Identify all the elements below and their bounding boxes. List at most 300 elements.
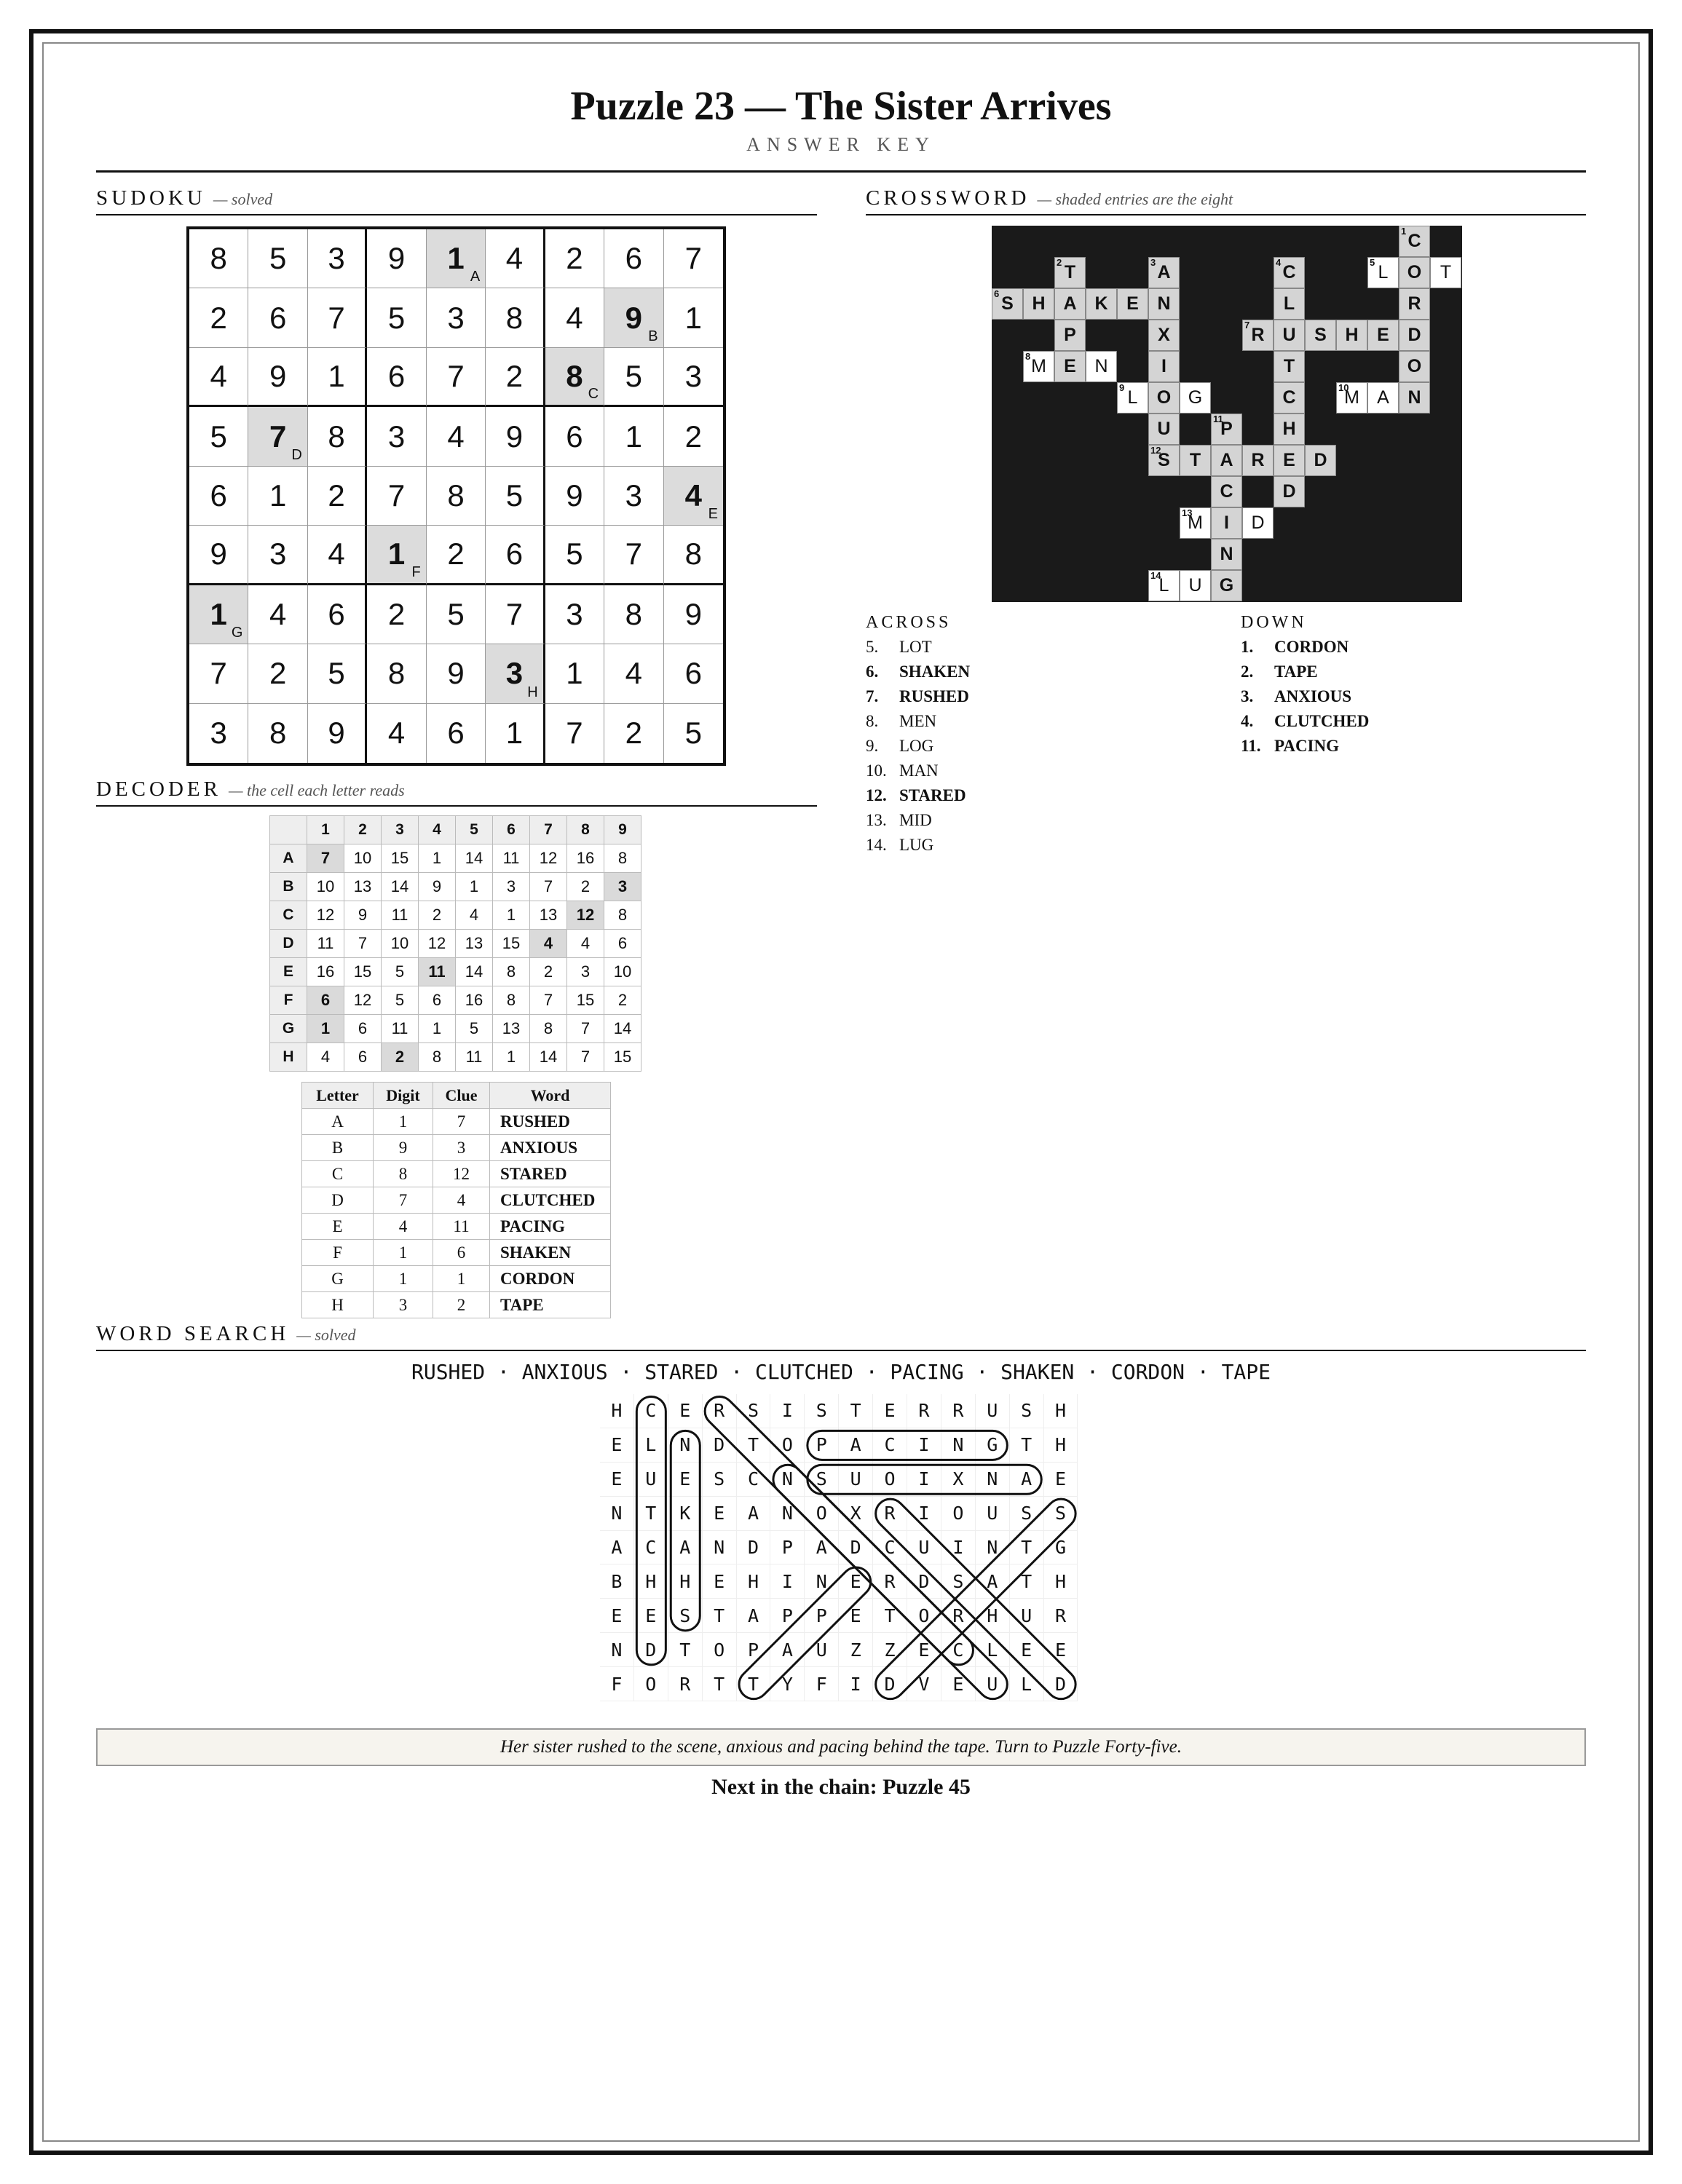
decoder-cell: 6 [307,986,344,1015]
wordsearch-letter: T [634,1497,668,1531]
crossword-letter: D [1407,325,1421,345]
key-cell: 12 [433,1161,490,1187]
sudoku-digit: 8 [505,300,524,335]
decoder-cell: 14 [456,844,493,873]
clue-answer: MEN [899,712,937,730]
decoder-cell: 13 [456,930,493,958]
wordsearch-letter: X [839,1497,873,1531]
sudoku-digit: 7 [684,241,702,276]
clue-answer: MID [899,811,932,829]
crossword-cell [1399,320,1430,351]
key-cell: SHAKEN [490,1240,611,1266]
decoder-cell: 15 [493,930,530,958]
sudoku-digit: 7 [625,537,642,571]
key-header: Letter [302,1083,374,1109]
sudoku-digit: 3 [625,478,642,513]
clue-number: 4. [1241,712,1254,730]
sudoku-title: SUDOKU [96,186,206,210]
decoder-cell: 5 [456,1015,493,1043]
wordsearch-letter: I [907,1428,941,1463]
wordsearch-letter: S [668,1599,703,1633]
decoder-row-header: G [270,1015,307,1043]
down-clue [1241,737,1339,756]
decoder-row [270,930,641,958]
decoder-cell: 13 [530,901,567,930]
decoder-cell: 2 [382,1043,419,1072]
wordsearch-letter: Z [839,1633,873,1667]
crossword-cell [1211,445,1242,476]
crossword-cell [1180,445,1211,476]
wordsearch-letter: D [1044,1667,1078,1701]
sudoku-subtitle: — solved [213,190,273,208]
key-cell: F [302,1240,374,1266]
wordsearch-letter: D [907,1564,941,1599]
wordsearch-letter: H [1044,1564,1078,1599]
down-clue [1241,662,1318,681]
crossword-cell [1054,288,1086,320]
key-cell: 3 [433,1135,490,1161]
crossword-cell [1023,288,1054,320]
sudoku-cell [308,348,367,407]
found-word-loop [733,1562,877,1702]
clue-answer: LOG [899,737,934,755]
sudoku-cell [545,526,604,585]
wordsearch-letter: E [873,1394,907,1428]
decoder-cell: 1 [493,901,530,930]
wordsearch-letter: I [907,1463,941,1497]
sudoku-digit: 8 [625,596,642,631]
wordsearch-letter: A [1010,1463,1044,1497]
sudoku-cell [486,526,545,585]
sudoku-cell [664,704,723,763]
wordsearch-letter: R [907,1394,941,1428]
clue-number: 9. [866,737,879,755]
sudoku-cell [545,407,604,466]
wordsearch-letter: S [1010,1497,1044,1531]
wordsearch-letter: U [839,1463,873,1497]
wordsearch-letter: E [634,1599,668,1633]
crossword-letter: R [1251,325,1265,345]
clue-number: 11. [1241,737,1261,755]
sudoku-cell [308,229,367,288]
decoder-cell: 4 [456,901,493,930]
decoder-cell: 7 [567,1043,604,1072]
wordsearch-letter: S [1044,1497,1078,1531]
crossword-letter: T [1283,356,1295,376]
decoder-cell: 5 [382,958,419,986]
sudoku-digit: 2 [566,241,583,276]
decoder-cell: 8 [604,844,641,873]
decoder-corner [270,816,307,844]
wordsearch-letter: T [873,1599,907,1633]
decoder-cell: 15 [382,844,419,873]
decoder-row-header: C [270,901,307,930]
crossword-cell [1211,507,1242,539]
wordsearch-letter: S [703,1463,737,1497]
wordsearch-letter: D [634,1633,668,1667]
decoder-cell: 7 [530,986,567,1015]
crossword-letter: T [1189,450,1201,470]
decoder-col-header: 7 [530,816,567,844]
key-cell: 9 [374,1135,433,1161]
crossword-clue-number: 4 [1276,257,1282,268]
crossword-cell [1242,507,1274,539]
sudoku-digit: 3 [505,656,524,691]
sudoku-cell-letter: B [648,328,658,344]
sudoku-cell [367,704,426,763]
decoder-row-header: E [270,958,307,986]
crossword-letter: H [1032,293,1046,314]
clue-number: 14. [866,836,887,854]
crossword-letter: D [1282,481,1296,502]
sudoku-cell [427,585,486,644]
sudoku-cell-letter: H [527,684,538,700]
decoder-cell: 16 [567,844,604,873]
crossword-letter: L [1158,575,1169,596]
found-word-loop [636,1396,666,1664]
wordsearch-letter: N [976,1531,1010,1565]
decoder-title: DECODER [96,778,221,801]
crossword-cell [1180,507,1211,539]
key-cell: A [302,1109,374,1135]
sudoku-grid [186,226,726,766]
crossword-cell [1148,570,1180,601]
across-clue [866,662,970,681]
decoder-cell: 10 [604,958,641,986]
key-cell: 1 [433,1266,490,1292]
wordsearch-letter: C [634,1531,668,1565]
wordsearch-letter: C [873,1428,907,1463]
sudoku-cell [189,348,248,407]
crossword-cell [992,288,1023,320]
wordsearch-letter: C [941,1633,976,1667]
crossword-letter: H [1282,419,1296,439]
decoder-cell: 2 [604,986,641,1015]
key-row [302,1240,611,1266]
sudoku-cell [189,526,248,585]
wordsearch-letter: E [839,1564,873,1599]
sudoku-digit: 4 [210,359,227,394]
wordsearch-letter: C [873,1531,907,1565]
sudoku-cell [604,288,663,347]
across-clue [866,687,969,706]
wordsearch-letter: H [668,1564,703,1599]
crossword-cell [1399,382,1430,414]
found-word-loop [699,1394,979,1671]
sudoku-cell [604,467,663,526]
wordsearch-letter: T [668,1633,703,1667]
crossword-letter: L [1378,262,1389,282]
decoder-cell: 8 [604,901,641,930]
decoder-cell: 14 [456,958,493,986]
sudoku-cell [248,288,307,347]
crossword-cell [1399,288,1430,320]
decoder-col-header: 9 [604,816,641,844]
wordsearch-letter: O [703,1633,737,1667]
sudoku-digit: 5 [210,419,227,454]
across-clue [866,836,933,855]
wordsearch-letter: L [634,1428,668,1463]
sudoku-digit: 7 [447,359,465,394]
sudoku-digit: 1 [505,716,524,751]
sudoku-cell [189,467,248,526]
crossword-cell [1399,351,1430,382]
found-word-loop [671,1431,700,1631]
sudoku-digit: 1 [210,596,227,631]
wordsearch-letter: R [941,1394,976,1428]
sudoku-digit: 3 [447,300,465,335]
wordsearch-letter: C [634,1394,668,1428]
wordsearch-letter: A [737,1599,771,1633]
crossword-cell [1148,257,1180,288]
sudoku-cell-letter: E [708,506,718,523]
decoder-row-header: D [270,930,307,958]
decoder-heading [96,778,817,807]
sudoku-cell [248,644,307,703]
sudoku-cell [664,467,723,526]
wordsearch-letter: L [976,1633,1010,1667]
key-row [302,1266,611,1292]
sudoku-cell [545,704,604,763]
key-cell: 7 [433,1109,490,1135]
crossword-cell [1148,414,1180,445]
sudoku-cell [545,585,604,644]
crossword-cell [1148,351,1180,382]
sudoku-digit: 9 [269,359,287,394]
key-cell: 3 [374,1292,433,1318]
sudoku-digit: 1 [387,537,406,571]
sudoku-digit: 2 [447,537,465,571]
sudoku-cell [486,467,545,526]
wordsearch-letter: D [703,1428,737,1463]
wordsearch-letter: N [600,1497,634,1531]
decoder-cell: 16 [307,958,344,986]
wordsearch-letter: N [600,1633,634,1667]
decoder-cell: 2 [530,958,567,986]
wordsearch-letter: E [668,1394,703,1428]
sudoku-digit: 5 [447,596,465,631]
clue-answer: ANXIOUS [1274,687,1352,705]
sudoku-cell [367,467,426,526]
decoder-cell: 15 [344,958,382,986]
wordsearch-letter: K [668,1497,703,1531]
sudoku-cell-letter: D [291,446,302,463]
sudoku-digit: 4 [269,596,287,631]
decoder-col-header: 2 [344,816,382,844]
wordsearch-letter: X [941,1463,976,1497]
sudoku-cell [248,348,307,407]
decoder-key-table [301,1082,611,1318]
sudoku-digit: 1 [566,656,583,691]
key-cell: RUSHED [490,1109,611,1135]
crossword-subtitle: — shaded entries are the eight [1037,190,1233,208]
key-cell: D [302,1187,374,1214]
crossword-cell [1148,382,1180,414]
wordsearch-letter: T [1010,1531,1044,1565]
sudoku-digit: 3 [210,716,227,751]
key-cell: H [302,1292,374,1318]
crossword-cell [1430,257,1461,288]
crossword-cell [1305,445,1336,476]
sudoku-digit: 6 [210,478,227,513]
crossword-letter: A [1063,293,1077,314]
wordsearch-letter: L [1010,1667,1044,1701]
decoder-cell: 13 [493,1015,530,1043]
sudoku-cell [189,229,248,288]
sudoku-cell [367,526,426,585]
wordsearch-letter: R [873,1564,907,1599]
sudoku-cell [486,704,545,763]
key-cell: PACING [490,1214,611,1240]
wordsearch-letter: E [600,1599,634,1633]
wordsearch-letter: E [703,1497,737,1531]
sudoku-cell [367,585,426,644]
decoder-cell: 1 [493,1043,530,1072]
decoder-cell: 12 [344,986,382,1015]
sudoku-cell [427,704,486,763]
key-cell: 4 [374,1214,433,1240]
crossword-cell [1274,320,1305,351]
clue-number: 13. [866,811,887,829]
decoder-cell: 9 [344,901,382,930]
sudoku-cell [604,644,663,703]
wordsearch-letter: T [703,1667,737,1701]
decoder-row-header: A [270,844,307,873]
wordsearch-letter: O [907,1599,941,1633]
clue-number: 2. [1241,662,1254,681]
sudoku-cell [308,467,367,526]
wordsearch-letter: O [873,1463,907,1497]
decoder-cell: 11 [307,930,344,958]
sudoku-digit: 6 [447,716,465,751]
crossword-clue-number: 7 [1244,320,1250,331]
sudoku-digit: 1 [684,300,702,335]
crossword-letter: N [1157,293,1171,314]
crossword-cell [1117,382,1148,414]
key-cell: CORDON [490,1266,611,1292]
sudoku-digit: 9 [684,596,702,631]
sudoku-cell [189,704,248,763]
crossword-cell [1399,226,1430,257]
sudoku-cell [248,526,307,585]
key-cell: C [302,1161,374,1187]
sudoku-cell [604,229,663,288]
sudoku-cell [427,526,486,585]
wordsearch-letter: N [770,1497,805,1531]
decoder-cell: 15 [567,986,604,1015]
sudoku-digit: 3 [566,596,583,631]
sudoku-digit: 3 [328,241,345,276]
sudoku-cell-letter: C [588,386,599,403]
sudoku-digit: 4 [505,241,524,276]
clue-answer: SHAKEN [899,662,971,681]
crossword-letter: U [1157,419,1171,439]
crossword-letter: O [1407,262,1422,282]
wordsearch-letter: O [634,1667,668,1701]
sudoku-digit: 4 [387,716,406,751]
key-cell: 1 [374,1240,433,1266]
decoder-cell: 7 [530,873,567,901]
wordsearch-letter: S [805,1394,839,1428]
wordsearch-letter: I [770,1564,805,1599]
decoder-subtitle: — the cell each letter reads [228,781,405,799]
page-title: Puzzle 23 — The Sister Arrives [570,84,1112,129]
sudoku-digit: 7 [210,656,227,691]
crossword-letter: L [1283,293,1295,314]
crossword-cell [1274,288,1305,320]
sudoku-cell [486,229,545,288]
wordsearch-letter: G [976,1428,1010,1463]
sudoku-digit: 1 [328,359,345,394]
wordsearch-letter: U [1010,1599,1044,1633]
wordsearch-letter: E [1010,1633,1044,1667]
decoder-row [270,901,641,930]
crossword-letter: S [1158,450,1170,470]
wordsearch-letter: N [805,1564,839,1599]
sudoku-digit: 8 [269,716,287,751]
decoder-row [270,958,641,986]
crossword-cell [1180,382,1211,414]
key-cell: 11 [433,1214,490,1240]
key-cell: 7 [374,1187,433,1214]
wordsearch-letter: A [805,1531,839,1565]
crossword-cell [1274,445,1305,476]
clue-answer: CLUTCHED [1274,712,1370,730]
sudoku-digit: 4 [566,300,583,335]
sudoku-cell [248,229,307,288]
sudoku-digit: 7 [566,716,583,751]
wordsearch-letter: T [737,1428,771,1463]
crossword-clue-number: 1 [1401,226,1407,237]
crossword-letter: N [1407,387,1421,408]
clue-answer: LOT [899,638,932,656]
wordsearch-letter: S [941,1564,976,1599]
sudoku-digit: 6 [269,300,287,335]
sudoku-digit: 9 [447,656,465,691]
sudoku-digit: 4 [625,656,642,691]
key-cell: 2 [433,1292,490,1318]
wordsearch-letter: E [600,1463,634,1497]
sudoku-cell [308,526,367,585]
wordsearch-letter: E [668,1463,703,1497]
crossword-letter: S [1001,293,1014,314]
key-row [302,1161,611,1187]
sudoku-digit: 9 [387,241,406,276]
found-word-loop [869,1493,1078,1702]
sudoku-cell [308,704,367,763]
crossword-letter: G [1188,387,1203,408]
crossword-cell [1148,320,1180,351]
crossword-letter: M [1031,356,1046,376]
decoder-row [270,873,641,901]
key-row [302,1135,611,1161]
wordsearch-letter: A [976,1564,1010,1599]
crossword-cell [1054,320,1086,351]
wordsearch-letter: S [737,1394,771,1428]
crossword-letter: X [1158,325,1170,345]
sudoku-cell [664,229,723,288]
wordsearch-loops [600,1394,1078,1702]
crossword-cell [1148,445,1180,476]
wordsearch-letter: T [737,1667,771,1701]
wordsearch-letter: H [600,1394,634,1428]
decoder-cell: 11 [382,1015,419,1043]
sudoku-digit: 8 [447,478,465,513]
sudoku-cell [367,229,426,288]
sudoku-cell [664,526,723,585]
sudoku-digit: 3 [684,359,702,394]
key-cell: E [302,1214,374,1240]
